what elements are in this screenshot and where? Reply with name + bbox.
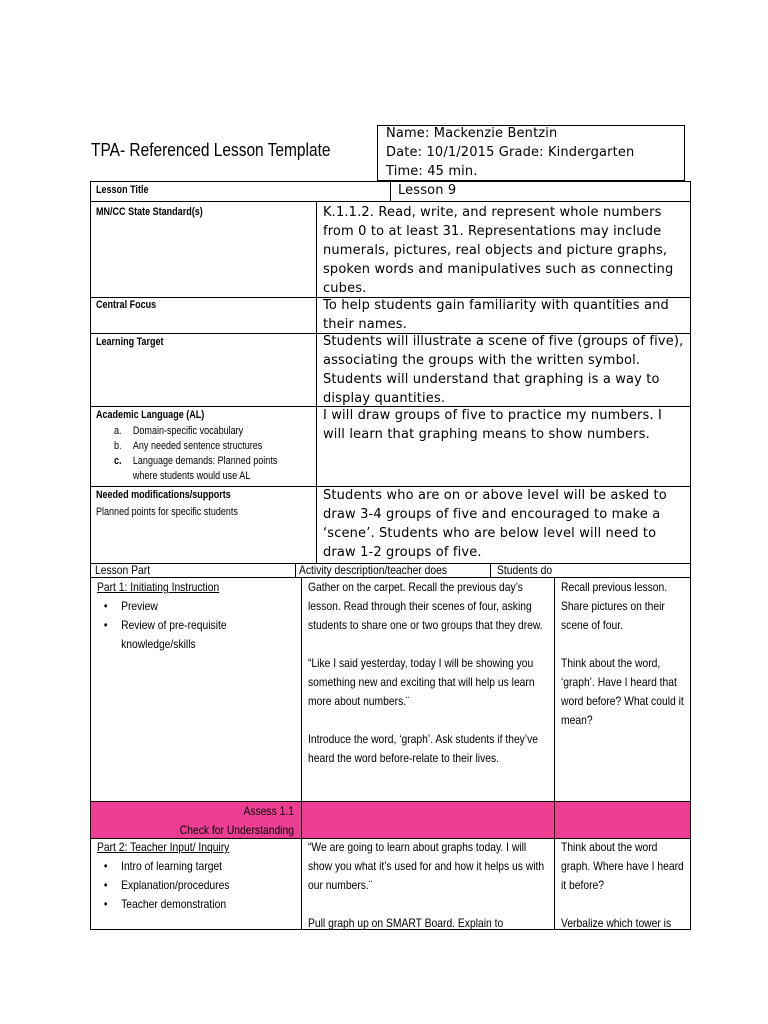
part1-title: Part 1: Initiating Instruction xyxy=(97,580,220,594)
central-focus-value: To help students gain familiarity with quantities and their names. xyxy=(323,298,669,332)
part2-activity: “We are going to learn about graphs today. I will show you what it’s used for and how it helps us with our numbers.¨ Pull graph up on SMART Board. Explain to xyxy=(308,840,545,930)
list-item: • Review of pre-requisite knowledge/skills xyxy=(97,616,250,654)
list-item-continuation: where students would use AL xyxy=(132,470,251,482)
column-header-lesson-part: Lesson Part xyxy=(95,563,151,577)
date-grade: Date: 10/1/2015 Grade: Kindergarten xyxy=(386,145,635,160)
part1-activity: Gather on the carpet. Recall the previous day’s lesson. Read through their scenes of four, asking students to share one or two groups that they drew. “Like I said yesterday, today I will be showing you something new and exciting that will help us learn more about numbers.¨ Introduce the word, ‘graph’. Ask students if they’ve heard the word before-relate to their lives. xyxy=(308,580,543,765)
list-item: b. Any needed sentence structures xyxy=(114,440,263,452)
lesson-title-value: Lesson 9 xyxy=(398,183,457,198)
part1-students: Recall previous lesson. Share pictures on their scene of four. Think about the word, ‘graph’. Have I heard that word before? What could it mean? xyxy=(561,580,684,727)
academic-language-list xyxy=(96,424,277,484)
list-item: • Intro of learning target xyxy=(97,857,295,876)
learning-target-value: Students will illustrate a scene of five (groups of five), associating the groups with the written symbol. Students will understand that graphing is a way to display quantities. xyxy=(323,334,684,406)
list-item: c. Language demands: Planned points xyxy=(114,455,278,467)
part2-students: Think about the word graph. Where have I heard it before? Verbalize which tower is xyxy=(561,840,684,930)
learning-target-label: Learning Target xyxy=(96,336,164,348)
part2-section xyxy=(97,838,295,914)
student-name: Name: Mackenzie Bentzin xyxy=(386,126,558,141)
standard-value: K.1.1.2. Read, write, and represent whole numbers from 0 to at least 31. Representations may include numerals, pictures, real objects and picture graphs, spoken words and manipulatives such as connecting cubes. xyxy=(323,205,674,296)
assess-label: Assess 1.1 Check for Understanding xyxy=(179,804,294,837)
column-header-activity: Activity description/teacher does xyxy=(299,563,448,577)
central-focus-label: Central Focus xyxy=(96,299,157,311)
modifications-value: Students who are on or above level will be asked to draw 3-4 groups of five and encouraged to make a ‘scene’. Students who are below level will need to draw 1-2 groups of five. xyxy=(323,488,667,560)
column-header-students: Students do xyxy=(497,563,553,577)
time: Time: 45 min. xyxy=(386,164,478,179)
academic-language-value: I will draw groups of five to practice my numbers. I will learn that graphing means to show numbers. xyxy=(323,408,663,442)
page-title: TPA- Referenced Lesson Template xyxy=(91,140,331,160)
list-item: • Preview xyxy=(97,597,295,616)
modifications-label: Needed modifications/supports xyxy=(96,489,231,501)
list-item: • Teacher demonstration xyxy=(97,895,295,914)
part2-title: Part 2: Teacher Input/ Inquiry xyxy=(97,840,230,854)
list-item: • Explanation/procedures xyxy=(97,876,295,895)
modifications-sublabel: Planned points for specific students xyxy=(96,506,238,518)
part1-section xyxy=(97,578,295,654)
lesson-title-label: Lesson Title xyxy=(96,184,149,196)
list-item: a. Domain-specific vocabulary xyxy=(114,425,244,437)
academic-language-label: Academic Language (AL) xyxy=(96,409,205,421)
standard-label: MN/CC State Standard(s) xyxy=(96,206,203,218)
